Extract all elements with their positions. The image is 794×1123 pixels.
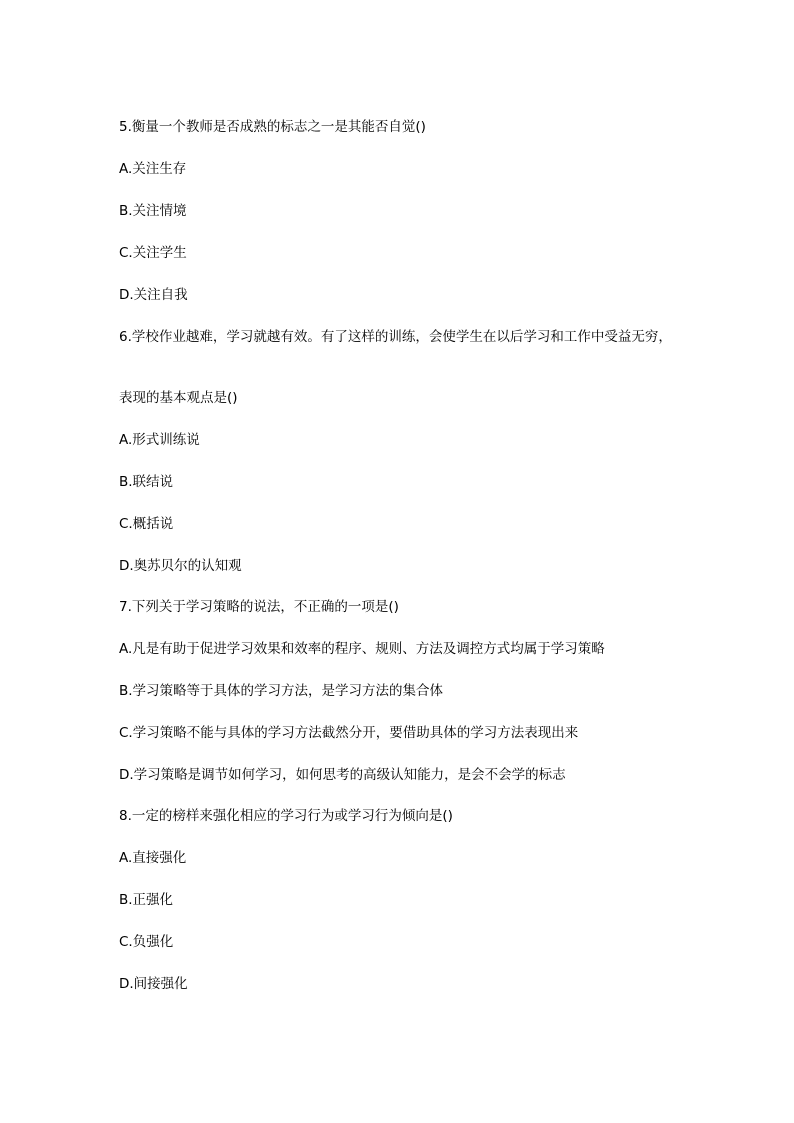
question-5-option-b: B.关注情境 xyxy=(119,203,187,219)
question-8-option-a: A.直接强化 xyxy=(119,850,187,866)
question-7-option-a: A.凡是有助于促进学习效果和效率的程序、规则、方法及调控方式均属于学习策略 xyxy=(119,641,605,657)
question-6-option-a: A.形式训练说 xyxy=(119,432,200,448)
question-8-stem: 8.一定的榜样来强化相应的学习行为或学习行为倾向是() xyxy=(119,808,453,824)
question-6-option-b: B.联结说 xyxy=(119,474,174,490)
question-8-option-c: C.负强化 xyxy=(119,934,174,950)
question-5-option-d: D.关注自我 xyxy=(119,287,188,303)
question-7-option-d: D.学习策略是调节如何学习，如何思考的高级认知能力，是会不会学的标志 xyxy=(119,767,566,783)
question-5-option-c: C.关注学生 xyxy=(119,245,187,261)
question-7-option-c: C.学习策略不能与具体的学习方法截然分开，要借助具体的学习方法表现出来 xyxy=(119,725,579,741)
question-5-stem: 5.衡量一个教师是否成熟的标志之一是其能否自觉() xyxy=(119,119,426,135)
question-5-option-a: A.关注生存 xyxy=(119,161,187,177)
question-7-option-b: B.学习策略等于具体的学习方法，是学习方法的集合体 xyxy=(119,683,444,699)
question-6-option-c: C.概括说 xyxy=(119,516,174,532)
question-8-option-b: B.正强化 xyxy=(119,892,174,908)
question-6-stem: 6.学校作业越难，学习就越有效。有了这样的训练，会使学生在以后学习和工作中受益无穷， xyxy=(119,329,672,345)
question-8-option-d: D.间接强化 xyxy=(119,976,188,992)
question-6-option-d: D.奥苏贝尔的认知观 xyxy=(119,558,242,574)
question-7-stem: 7.下列关于学习策略的说法，不正确的一项是() xyxy=(119,599,399,615)
question-6-stem-continued: 表现的基本观点是() xyxy=(119,390,238,406)
